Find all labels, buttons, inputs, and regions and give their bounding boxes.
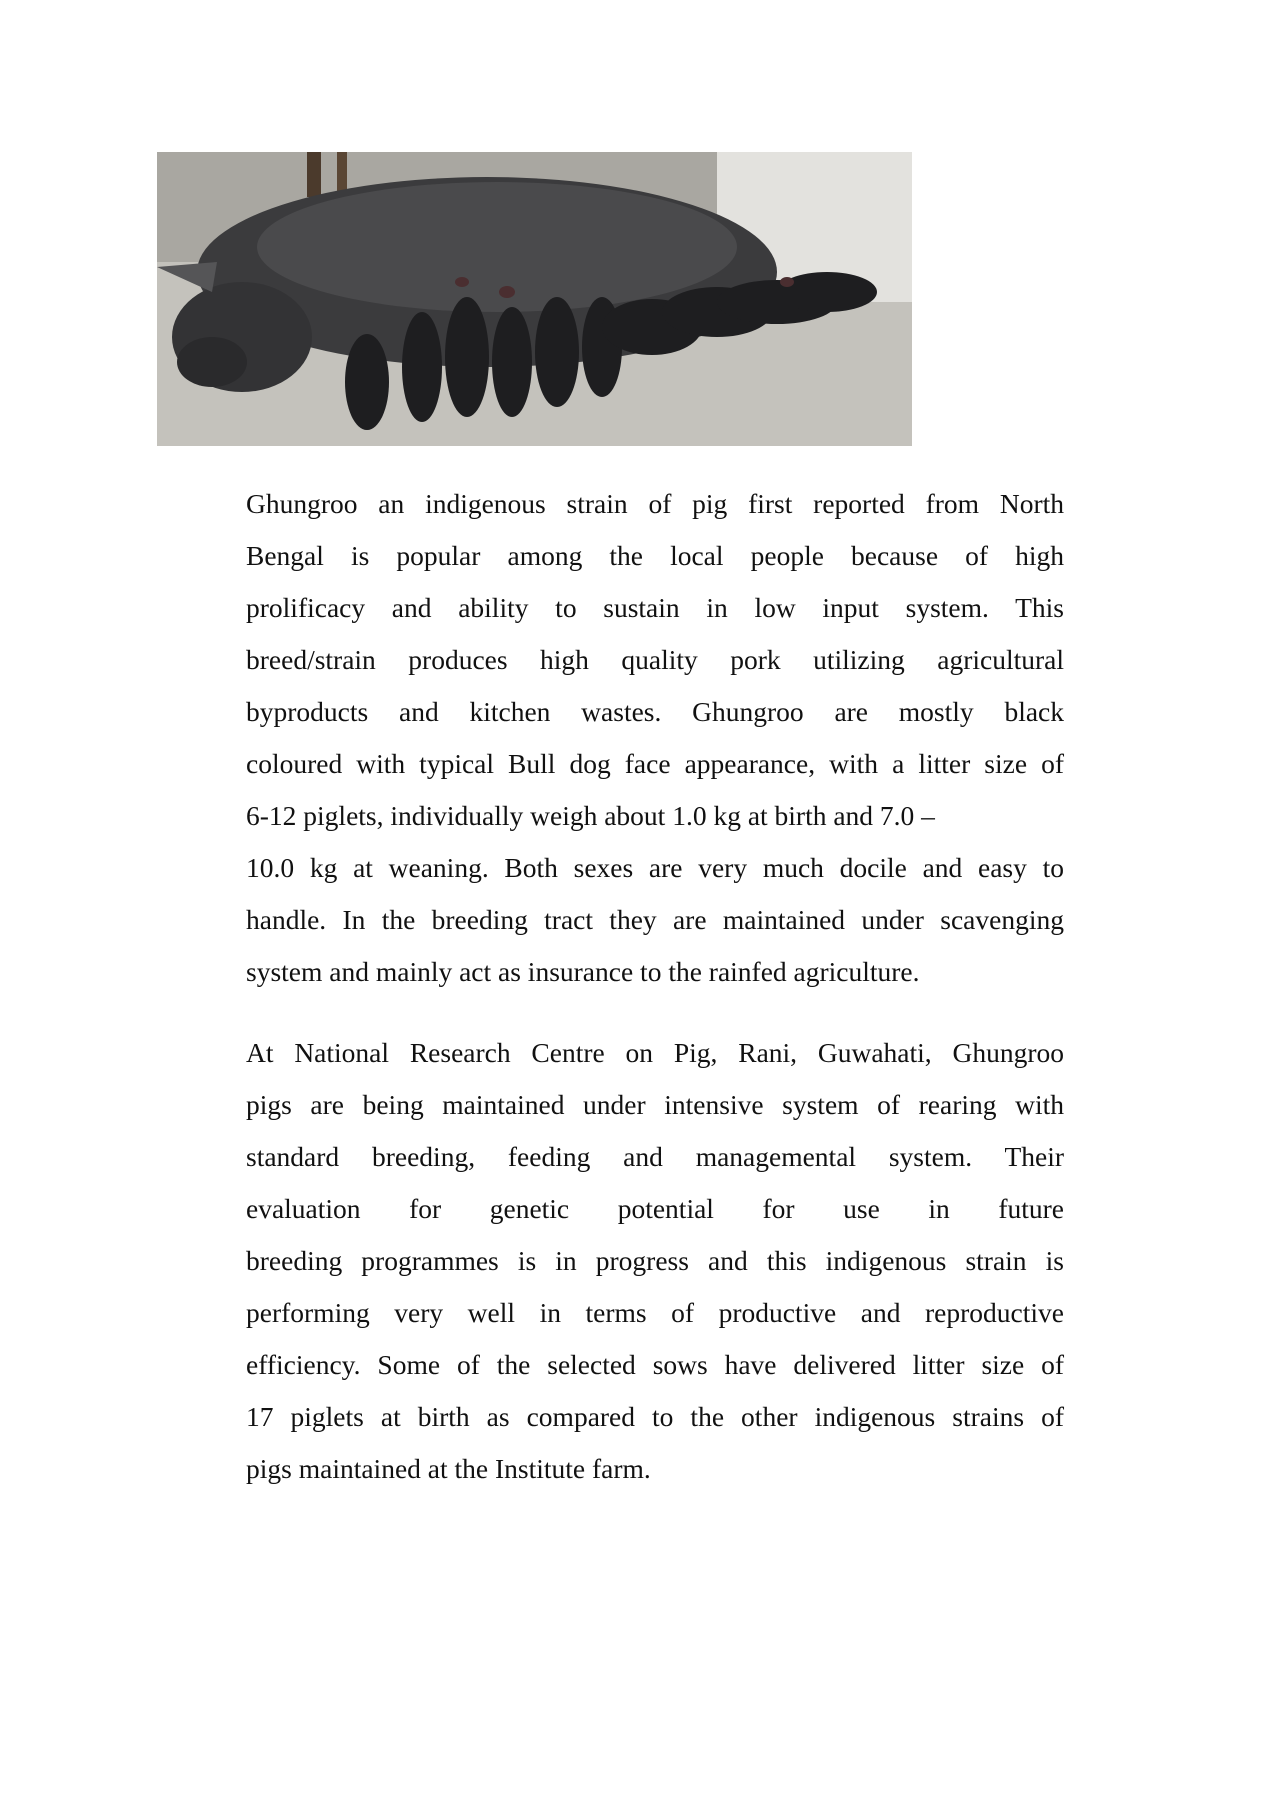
paragraph-2-line: evaluation for genetic potential for use in future	[246, 1193, 1064, 1224]
sow-with-piglets-photo	[157, 152, 912, 446]
paragraph-1-line: Bengal is popular among the local people because of high	[246, 540, 1064, 571]
paragraph-2-line: breeding programmes is in progress and this indigenous strain is	[246, 1245, 1064, 1276]
paragraph-2-line: standard breeding, feeding and managemental system. Their	[246, 1141, 1064, 1172]
paragraph-1-line: breed/strain produces high quality pork utilizing agricultural	[246, 644, 1064, 675]
paragraph-2-line: efficiency. Some of the selected sows have delivered litter size of	[246, 1349, 1064, 1380]
paragraph-2-line: pigs maintained at the Institute farm.	[246, 1453, 651, 1484]
paragraph-1-line: coloured with typical Bull dog face appearance, with a litter size of	[246, 748, 1064, 779]
paragraph-1-line: handle. In the breeding tract they are maintained under scavenging	[246, 904, 1064, 935]
paragraph-2-line: performing very well in terms of productive and reproductive	[246, 1297, 1064, 1328]
paragraph-2-line: pigs are being maintained under intensive system of rearing with	[246, 1089, 1064, 1120]
paragraph-1-line: byproducts and kitchen wastes. Ghungroo are mostly black	[246, 696, 1064, 727]
paragraph-2	[246, 1027, 1064, 1495]
paragraph-1-line: 6-12 piglets, individually weigh about 1.0 kg at birth and 7.0 –	[246, 800, 935, 831]
paragraph-2-line: At National Research Centre on Pig, Rani, Guwahati, Ghungroo	[246, 1037, 1064, 1068]
paragraph-1-line: system and mainly act as insurance to the rainfed agriculture.	[246, 956, 920, 987]
paragraph-1-line: prolificacy and ability to sustain in low input system. This	[246, 592, 1064, 623]
paragraph-1	[246, 478, 1064, 998]
paragraph-1-line: Ghungroo an indigenous strain of pig first reported from North	[246, 488, 1064, 519]
sow-with-piglets-illustration	[157, 152, 912, 446]
paragraph-2-line: 17 piglets at birth as compared to the other indigenous strains of	[246, 1401, 1064, 1432]
paragraph-1-line: 10.0 kg at weaning. Both sexes are very much docile and easy to	[246, 852, 1064, 883]
